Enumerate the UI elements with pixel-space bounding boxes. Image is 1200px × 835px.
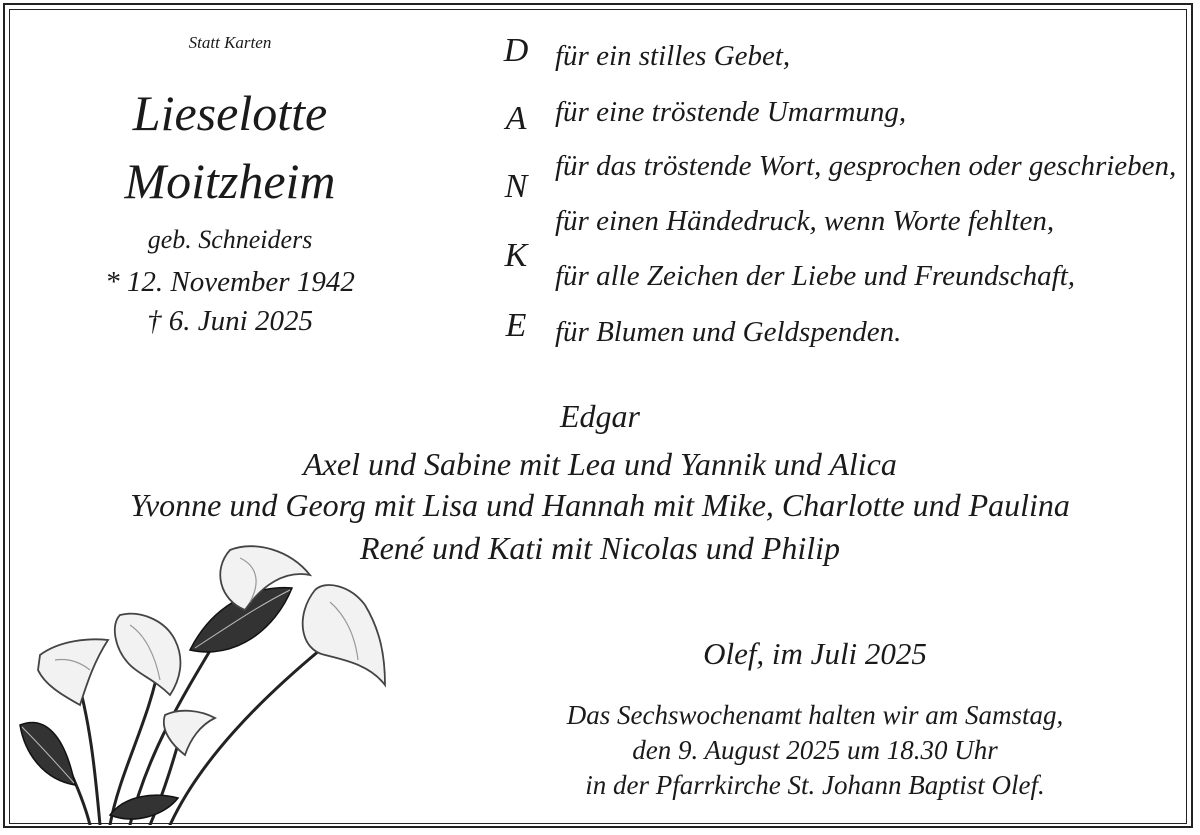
danke-letter: D [503,32,529,69]
danke-line: für Blumen und Geldspenden. [555,316,902,348]
death-date: † 6. Juni 2025 [147,305,313,337]
family-line: Edgar [560,398,640,434]
service-line: den 9. August 2025 um 18.30 Uhr [632,735,998,765]
danke-line: für alle Zeichen der Liebe und Freundschaft, [555,260,1076,292]
family-line: René und Kati mit Nicolas und Philip [360,530,840,566]
danke-letter: E [505,307,527,344]
danke-letter: N [504,168,528,205]
statt-karten-note: Statt Karten [188,33,272,52]
deceased-last-name: Moitzheim [124,153,336,209]
danke-letter: K [504,237,528,274]
family-line: Axel und Sabine mit Lea und Yannik und Alica [303,446,897,482]
danke-line: für einen Händedruck, wenn Worte fehlten, [555,205,1055,237]
family-line: Yvonne und Georg mit Lisa und Hannah mit Mike, Charlotte und Paulina [130,487,1070,523]
maiden-name: geb. Schneiders [147,225,313,254]
service-line: in der Pfarrkirche St. Johann Baptist Olef. [585,770,1045,800]
deceased-first-name: Lieselotte [132,85,328,141]
birth-date: * 12. November 1942 [105,266,355,298]
service-line: Das Sechswochenamt halten wir am Samstag, [566,700,1064,730]
place-date: Olef, im Juli 2025 [703,636,927,671]
danke-line: für das tröstende Wort, gesprochen oder geschrieben, [555,150,1177,182]
danke-line: für ein stilles Gebet, [555,40,791,72]
calla-lily-icon [0,540,400,825]
danke-line: für eine tröstende Umarmung, [555,96,907,128]
danke-letter: A [505,100,527,137]
